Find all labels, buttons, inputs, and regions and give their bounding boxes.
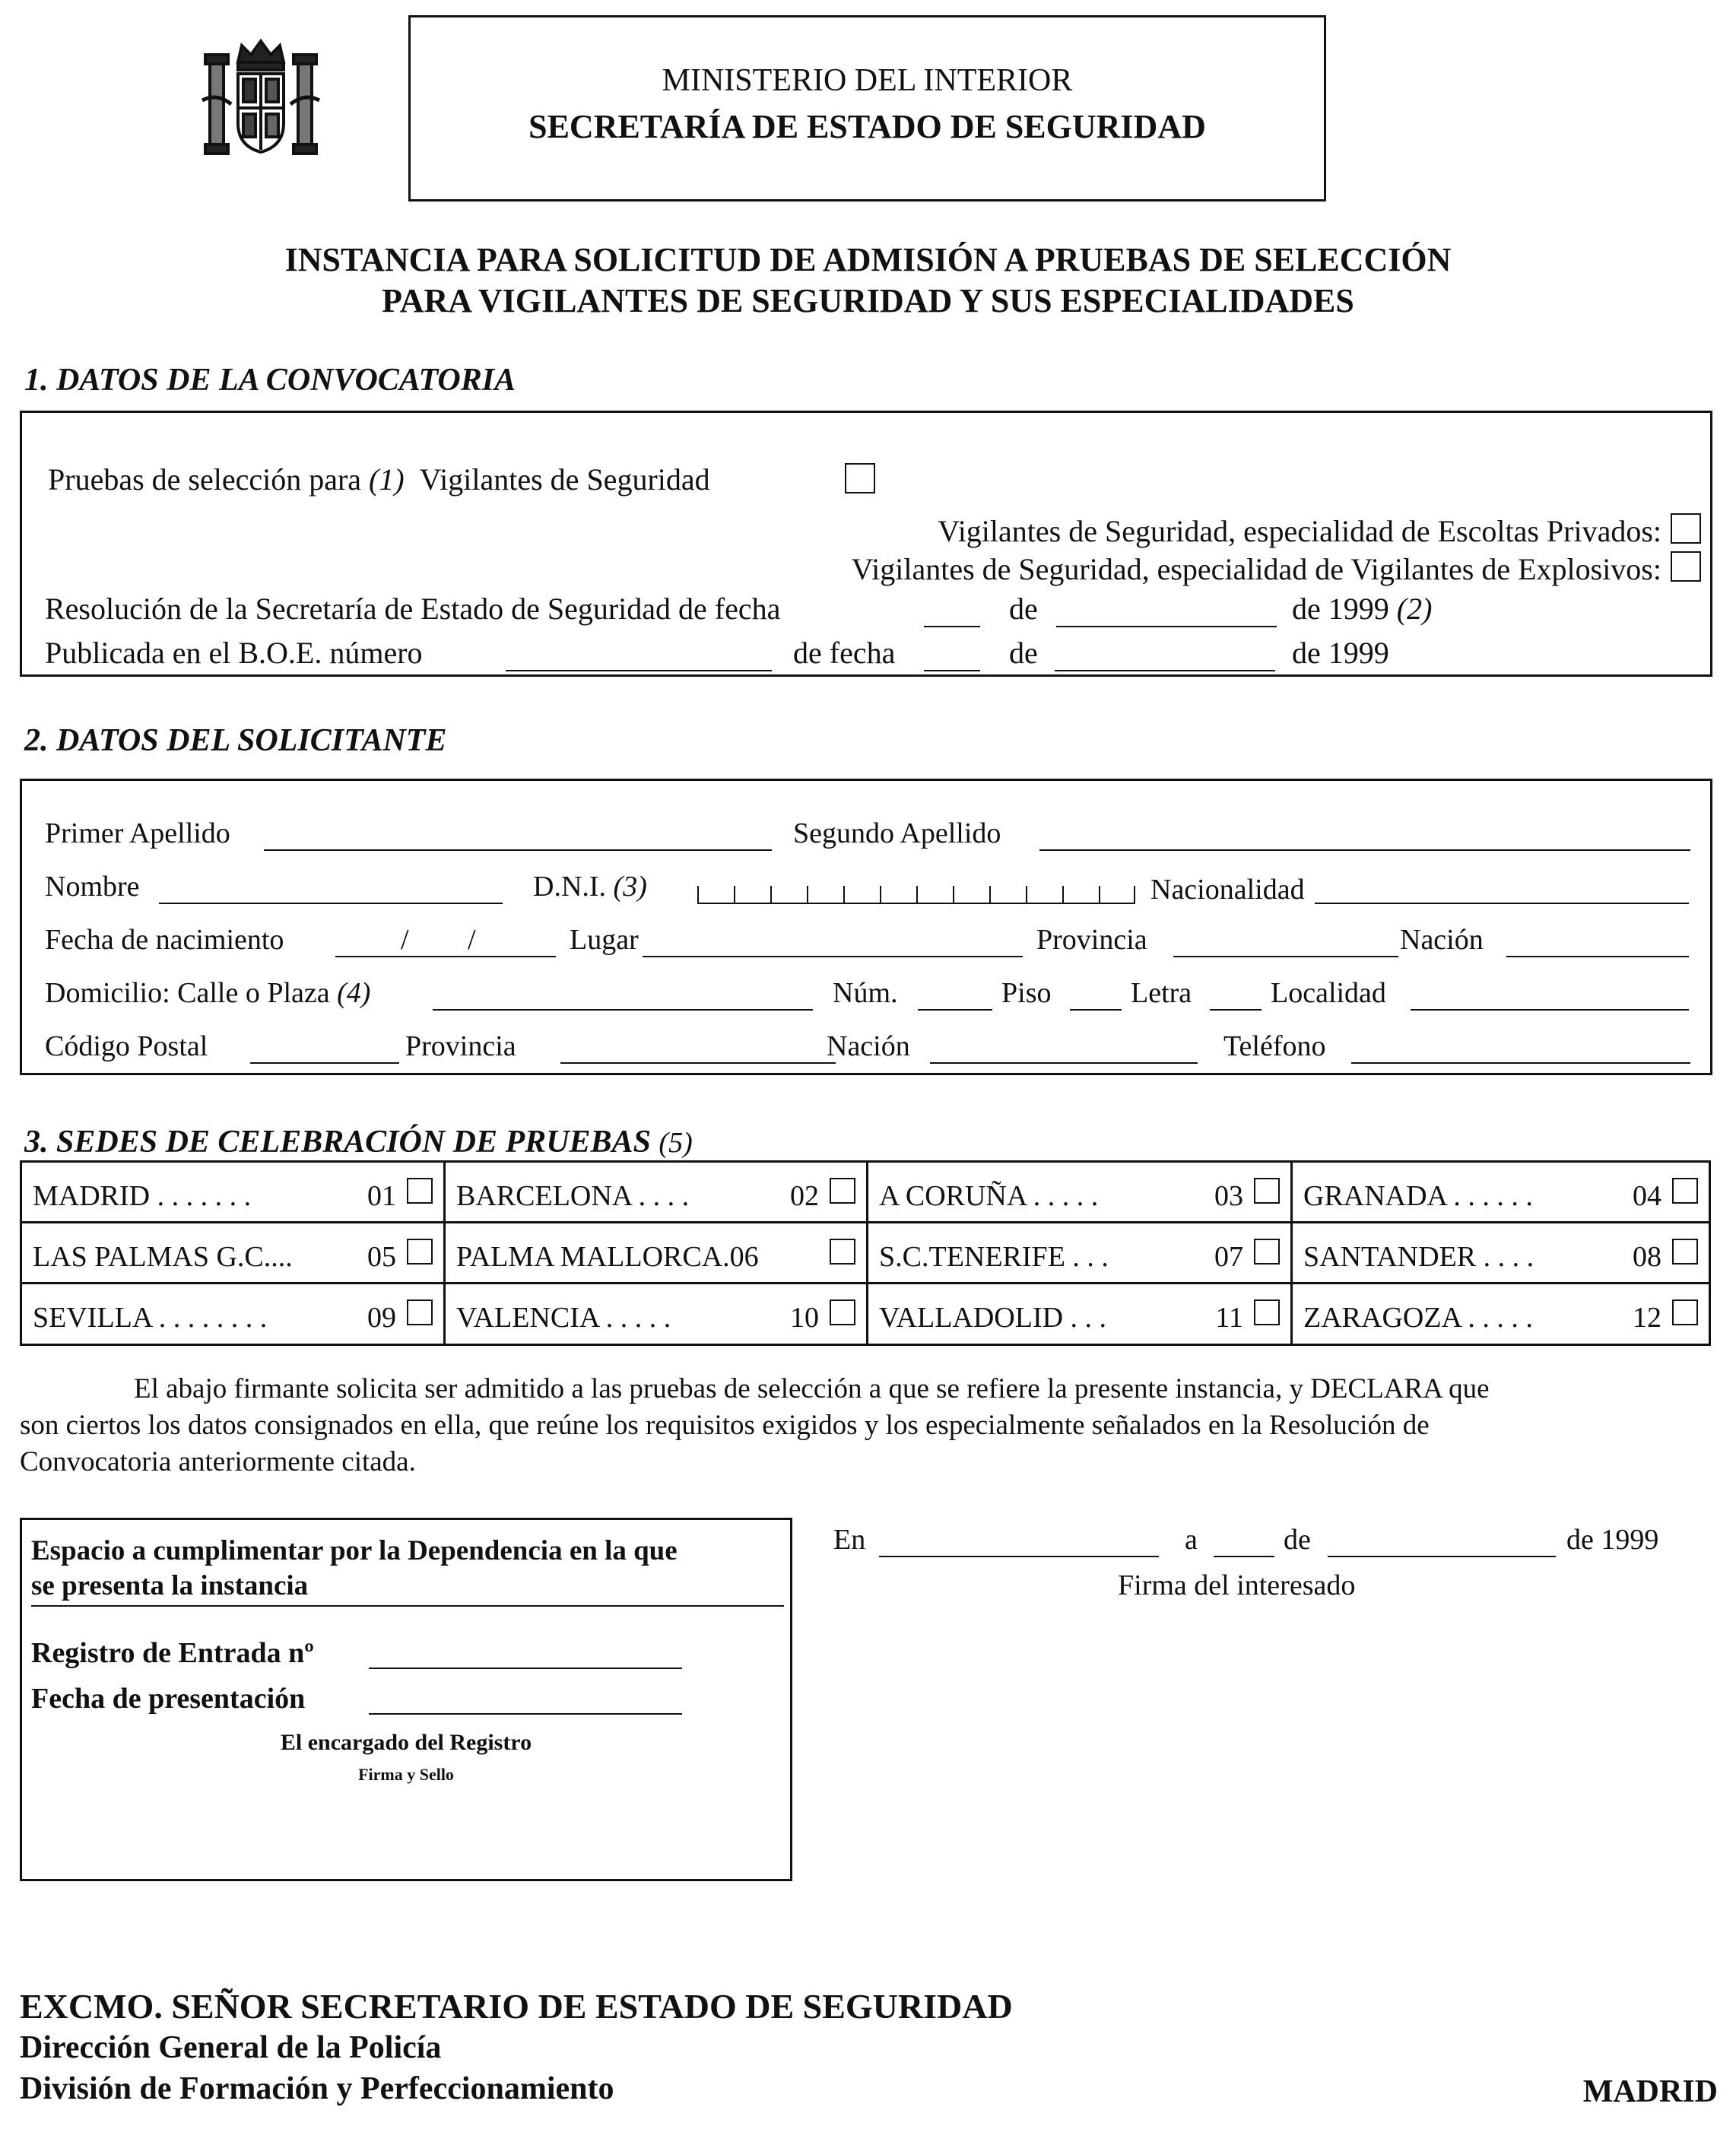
sede-cell[interactable] (446, 1163, 868, 1223)
division: División de Formación y Perfeccionamiento (20, 2071, 614, 2106)
registro-label: Registro de Entrada nº (31, 1637, 314, 1669)
fecha-presentacion-field[interactable] (369, 1713, 682, 1715)
fecha-presentacion-label: Fecha de presentación (31, 1683, 306, 1715)
publicada-de: de (1009, 636, 1038, 670)
sede-checkbox[interactable] (407, 1178, 433, 1204)
dependencia-title-line1: Espacio a cumplimentar por la Dependencia en la que (31, 1535, 678, 1566)
sede-checkbox[interactable] (407, 1239, 433, 1265)
sede-label: A CORUÑA . . . . . (879, 1180, 1099, 1212)
form-title-line1: INSTANCIA PARA SOLICITUD DE ADMISIÓN A PRUEBAS DE SELECCIÓN (284, 241, 1452, 278)
sede-label: BARCELONA . . . . (456, 1180, 690, 1212)
explosivos-checkbox[interactable] (1671, 551, 1701, 582)
sede-label: VALLADOLID . . . (879, 1302, 1107, 1334)
nacion-field[interactable] (1506, 956, 1689, 957)
declaration-line1: El abajo firmante solicita ser admitido a las pruebas de selección a que se refiere la presente instancia, y DECLARA que (134, 1373, 1490, 1404)
escoltas-label: Vigilantes de Seguridad, especialidad de Escoltas Privados: (938, 514, 1661, 548)
firma-sello-label: Firma y Sello (358, 1765, 454, 1784)
direccion-general: Dirección General de la Policía (20, 2030, 442, 2065)
sede-cell[interactable] (22, 1163, 446, 1223)
fecha-nacimiento-label: Fecha de nacimiento (45, 924, 284, 956)
sede-checkbox[interactable] (1672, 1299, 1698, 1325)
signature-place-field[interactable] (879, 1556, 1159, 1557)
section2-heading: 2. DATOS DEL SOLICITANTE (24, 723, 447, 758)
provincia2-label: Provincia (405, 1030, 516, 1062)
sede-checkbox[interactable] (1254, 1178, 1280, 1204)
sede-code: 04 (1633, 1180, 1661, 1212)
dependencia-title-rule (31, 1605, 784, 1607)
sede-label: MADRID . . . . . . . (33, 1180, 252, 1212)
city: MADRID (1582, 2074, 1718, 2109)
sede-code: 12 (1633, 1302, 1661, 1334)
section3-heading: 3. SEDES DE CELEBRACIÓN DE PRUEBAS (5) (24, 1125, 693, 1160)
dni-digit-field[interactable] (697, 886, 1135, 904)
nacionalidad-label: Nacionalidad (1150, 874, 1305, 906)
resolucion-label: Resolución de la Secretaría de Estado de Seguridad de fecha (45, 592, 781, 626)
nombre-label: Nombre (45, 871, 140, 903)
sede-cell[interactable] (22, 1223, 446, 1284)
dependencia-title-line2: se presenta la instancia (31, 1570, 309, 1601)
sede-checkbox[interactable] (1672, 1178, 1698, 1204)
signature-de: de (1284, 1524, 1311, 1556)
segundo-apellido-field[interactable] (1039, 849, 1690, 851)
nacion2-field[interactable] (930, 1062, 1198, 1064)
sede-label: VALENCIA . . . . . (456, 1302, 671, 1334)
dependencia-box (20, 1518, 792, 1881)
lugar-field[interactable] (643, 956, 1023, 957)
sede-checkbox[interactable] (830, 1299, 855, 1325)
letra-field[interactable] (1210, 1009, 1262, 1011)
piso-label: Piso (1001, 977, 1052, 1009)
section2-box (20, 779, 1712, 1075)
vigilantes-checkbox[interactable] (845, 463, 875, 493)
sede-code: 07 (1214, 1241, 1243, 1273)
publicada-de-fecha: de fecha (793, 636, 896, 670)
fecha-slash-2: / (468, 924, 476, 956)
nacion2-label: Nación (827, 1030, 910, 1062)
spain-coat-of-arms-icon (196, 32, 325, 161)
sede-cell[interactable] (446, 1284, 868, 1346)
signature-month-field[interactable] (1328, 1556, 1556, 1557)
sede-checkbox[interactable] (1254, 1239, 1280, 1265)
sede-cell[interactable] (446, 1223, 868, 1284)
registro-field[interactable] (369, 1668, 682, 1669)
signature-day-field[interactable] (1214, 1556, 1274, 1557)
escoltas-checkbox[interactable] (1671, 513, 1701, 544)
sede-code: 05 (367, 1241, 396, 1273)
sede-label: SANTANDER . . . . (1303, 1241, 1534, 1273)
sede-code: 02 (790, 1180, 819, 1212)
sede-code: 03 (1214, 1180, 1243, 1212)
lugar-label: Lugar (570, 924, 639, 956)
localidad-label: Localidad (1271, 977, 1386, 1009)
fecha-slash-1: / (401, 924, 409, 956)
boe-number-field[interactable] (506, 670, 772, 671)
signature-en: En (833, 1524, 866, 1556)
sede-label: SEVILLA . . . . . . . . (33, 1302, 268, 1334)
sede-label: S.C.TENERIFE . . . (879, 1241, 1109, 1273)
num-label: Núm. (833, 977, 898, 1009)
addressee: EXCMO. SEÑOR SECRETARIO DE ESTADO DE SEGURIDAD (20, 1987, 1013, 2026)
signature-firma-label: Firma del interesado (1118, 1569, 1356, 1601)
sede-cell[interactable] (868, 1163, 1293, 1223)
localidad-field[interactable] (1411, 1009, 1689, 1011)
primer-apellido-label: Primer Apellido (45, 817, 230, 849)
provincia-label: Provincia (1036, 924, 1147, 956)
dni-label: D.N.I. (3) (533, 871, 647, 903)
num-field[interactable] (918, 1009, 992, 1011)
provincia2-field[interactable] (560, 1062, 836, 1064)
nacion-label: Nación (1400, 924, 1484, 956)
signature-a: a (1185, 1524, 1198, 1556)
declaration-line3: Convocatoria anteriormente citada. (20, 1446, 416, 1477)
nacionalidad-field[interactable] (1315, 903, 1689, 904)
explosivos-label: Vigilantes de Seguridad, especialidad de Vigilantes de Explosivos: (851, 552, 1661, 586)
domicilio-field[interactable] (433, 1009, 813, 1011)
sede-cell[interactable] (1293, 1223, 1711, 1284)
domicilio-label: Domicilio: Calle o Plaza (4) (45, 977, 371, 1009)
form-title-line2: PARA VIGILANTES DE SEGURIDAD Y SUS ESPECIALIDADES (382, 282, 1354, 319)
telefono-label: Teléfono (1223, 1030, 1326, 1062)
resolucion-day-field[interactable] (924, 626, 980, 627)
sede-code: 09 (367, 1302, 396, 1334)
primer-apellido-field[interactable] (264, 849, 772, 851)
provincia-field[interactable] (1173, 956, 1398, 957)
resolucion-de: de (1009, 592, 1038, 626)
sede-code: 01 (367, 1180, 396, 1212)
sede-cell[interactable] (868, 1223, 1293, 1284)
encargado-label: El encargado del Registro (280, 1730, 532, 1755)
codigo-postal-field[interactable] (250, 1062, 399, 1064)
sede-code: 11 (1215, 1302, 1243, 1334)
secretariat-name: SECRETARÍA DE ESTADO DE SEGURIDAD (528, 108, 1206, 145)
sede-code: 08 (1633, 1241, 1661, 1273)
segundo-apellido-label: Segundo Apellido (793, 817, 1001, 849)
fecha-nacimiento-field[interactable] (335, 956, 556, 957)
sede-cell[interactable] (22, 1284, 446, 1346)
publicada-year: de 1999 (1292, 636, 1389, 670)
pruebas-label: Pruebas de selección para (1) Vigilantes de Seguridad (48, 462, 710, 497)
piso-field[interactable] (1070, 1009, 1122, 1011)
letra-label: Letra (1131, 977, 1192, 1009)
sede-checkbox[interactable] (407, 1299, 433, 1325)
declaration-line2: son ciertos los datos consignados en ella, que reúne los requisitos exigidos y los especialmente señalados en la Resolución de (20, 1410, 1430, 1441)
resolucion-year: de 1999 (2) (1292, 592, 1433, 626)
signature-year: de 1999 (1566, 1524, 1659, 1556)
boe-month-field[interactable] (1055, 670, 1275, 671)
sede-label: GRANADA . . . . . . (1303, 1180, 1533, 1212)
sede-checkbox[interactable] (1672, 1239, 1698, 1265)
telefono-field[interactable] (1351, 1062, 1690, 1064)
section1-heading: 1. DATOS DE LA CONVOCATORIA (24, 363, 516, 398)
resolucion-month-field[interactable] (1056, 626, 1277, 627)
boe-day-field[interactable] (924, 670, 980, 671)
ministry-name: MINISTERIO DEL INTERIOR (662, 63, 1073, 98)
header-box (408, 15, 1326, 202)
sede-checkbox[interactable] (830, 1178, 855, 1204)
sede-checkbox[interactable] (830, 1239, 855, 1265)
sede-label: ZARAGOZA . . . . . (1303, 1302, 1533, 1334)
sedes-grid (20, 1160, 1711, 1346)
sede-cell[interactable] (1293, 1163, 1711, 1223)
sede-code: 10 (790, 1302, 819, 1334)
codigo-postal-label: Código Postal (45, 1030, 208, 1062)
sede-cell[interactable] (1293, 1284, 1711, 1346)
sede-label: LAS PALMAS G.C.... (33, 1241, 293, 1273)
section1-box (20, 411, 1712, 677)
nombre-field[interactable] (159, 903, 503, 904)
sede-checkbox[interactable] (1254, 1299, 1280, 1325)
sede-label: PALMA MALLORCA.06 (456, 1241, 759, 1273)
sede-cell[interactable] (868, 1284, 1293, 1346)
publicada-label: Publicada en el B.O.E. número (45, 636, 423, 670)
